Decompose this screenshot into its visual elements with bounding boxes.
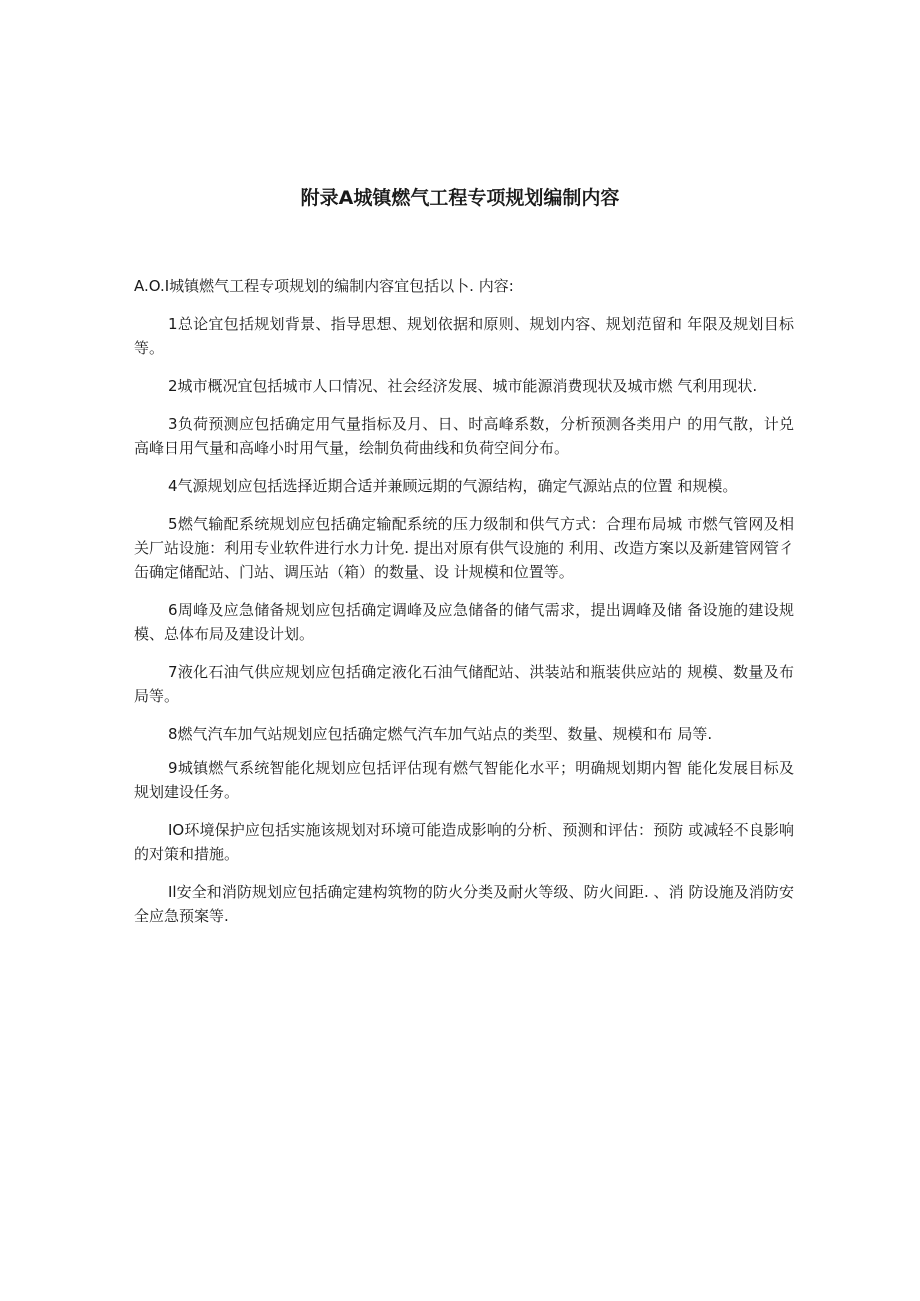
list-item: IO环境保护应包括实施该规划对环境可能造成影响的分析、预测和评估：预防 或减轻不良影响的对策和措施。 — [134, 821, 794, 863]
list-item: 2城市概况宜包括城市人口情况、社会经济发展、城市能源消费现状及城市燃 气利用现状. — [168, 377, 758, 395]
page-title: 附录A城镇燃气工程专项规划编制内容 — [300, 187, 620, 209]
list-item: Il安全和消防规划应包括确定建构筑物的防火分类及耐火等级、防火间距. 、消 防设施及消防安全应急预案等. — [134, 883, 794, 925]
intro-paragraph: A.O.I城镇燃气工程专项规划的编制内容宜包括以卜. 内容: — [134, 277, 514, 295]
item-list — [134, 312, 794, 942]
list-item: 5燃气输配系统规划应包括确定输配系统的压力级制和供气方式：合理布局城 市燃气管网及相关厂站设施：利用专业软件进行水力计免. 提出对原有供气设施的 利用、改造方案以及新建管网管彳缶确定储配站、门站、调压站（箱）的数量、设 计规模和位置等。 — [134, 515, 794, 581]
list-item: 7液化石油气供应规划应包括确定液化石油气储配站、洪装站和瓶装供应站的 规模、数量及布局等。 — [134, 663, 794, 705]
list-item: 8燃气汽车加气站规划应包括确定燃气汽车加气站点的类型、数量、规模和布 局等. — [168, 725, 713, 743]
list-item: 6周峰及应急储备规划应包括确定调峰及应急储备的储气需求，提出调峰及储 备设施的建设规模、总体布局及建设计划。 — [134, 601, 794, 643]
list-item: 4气源规划应包括选择近期合适并兼顾远期的气源结构，确定气源站点的位置 和规模。 — [168, 477, 738, 495]
list-item: 9城镇燃气系统智能化规划应包括评估现有燃气智能化水平；明确规划期内智 能化发展目标及规划建设任务。 — [134, 759, 794, 801]
list-item: 1总论宜包括规划背景、指导思想、规划依据和原则、规划内容、规划范留和 年限及规划目标等。 — [134, 315, 794, 357]
list-item: 3负荷预测应包括确定用气量指标及月、日、时高峰系数，分析预测各类用户 的用气散，计兑高峰日用气量和高峰小时用气量，绘制负荷曲线和负荷空间分布。 — [134, 415, 794, 457]
